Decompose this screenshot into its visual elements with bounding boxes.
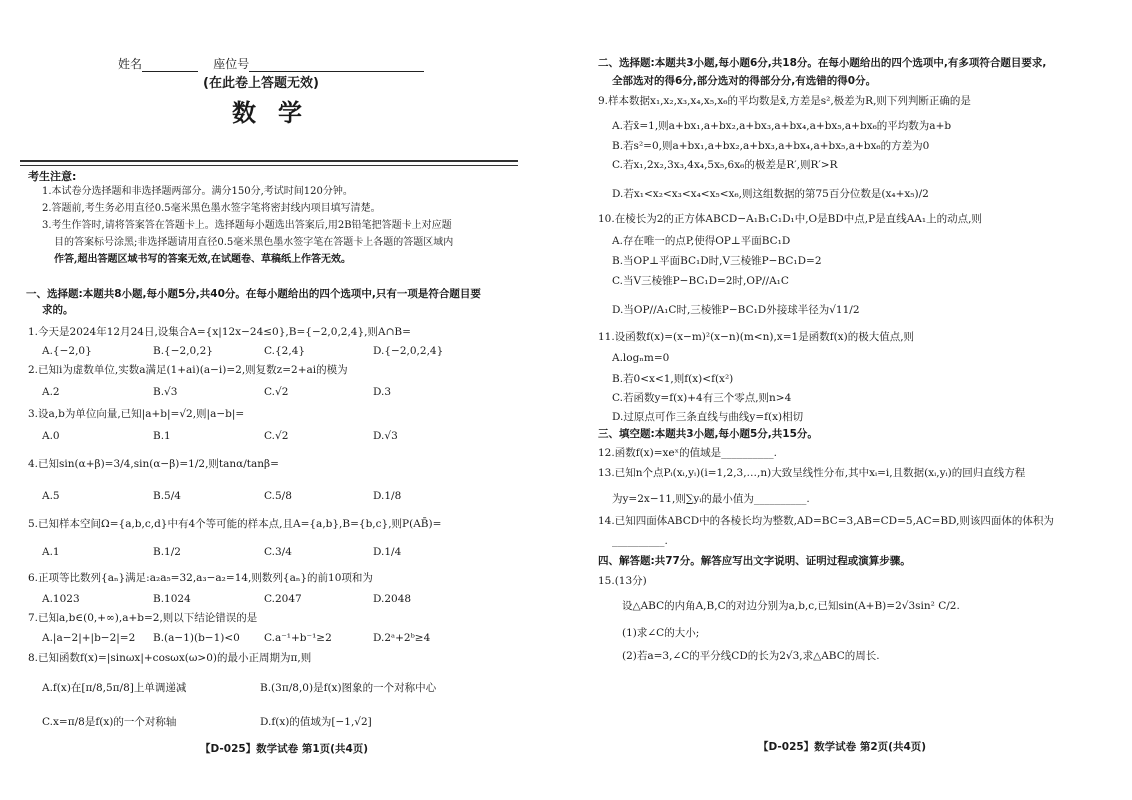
notice-item: 目的答案标号涂黑;非选择题请用直径0.5毫米黑色墨水签字笔在答题卡上各题的答题区域内 <box>54 237 454 248</box>
name-field <box>118 57 424 72</box>
question-11: 11.设函数f(x)=(x−m)²(x−n)(m<n),x=1是函数f(x)的极大值点,则 <box>598 331 915 343</box>
option-a: A.5 <box>42 490 60 502</box>
option-a: A.存在唯一的点P,使得OP⊥平面BC₁D <box>612 235 791 247</box>
option-b: B.√3 <box>153 386 178 398</box>
option-b: B.(3π/8,0)是f(x)图象的一个对称中心 <box>260 682 437 694</box>
option-b: B.(a−1)(b−1)<0 <box>153 632 240 644</box>
option-d: D.√3 <box>373 430 398 442</box>
option-b: B.{−2,0,2} <box>153 345 213 357</box>
question-15-head: 15.(13分) <box>598 575 647 587</box>
option-c: C.3/4 <box>264 546 292 558</box>
section2-title-cont: 全部选对的得6分,部分选对的得部分分,有选错的得0分。 <box>612 75 877 87</box>
notice-item: 作答,超出答题区域书写的答案无效,在试题卷、草稿纸上作答无效。 <box>54 254 351 265</box>
option-d: D.当OP//A₁C时,三棱锥P−BC₁D外接球半径为√11/2 <box>612 304 860 316</box>
option-c: C.a⁻¹+b⁻¹≥2 <box>264 632 332 644</box>
option-c: C.√2 <box>264 386 289 398</box>
option-d: D.若x₁<x₂<x₃<x₄<x₅<x₆,则这组数据的第75百分位数是(x₄+x₅)/2 <box>612 188 929 200</box>
option-a: A.logₙm=0 <box>612 352 670 364</box>
seat-blank[interactable] <box>249 58 424 72</box>
option-a: A.1 <box>42 546 60 558</box>
option-d: D.1/8 <box>373 490 402 502</box>
section1-title: 一、选择题:本题共8小题,每小题5分,共40分。在每小题给出的四个选项中,只有一项是符合题目要 <box>26 288 481 300</box>
name-blank[interactable] <box>142 58 198 72</box>
option-b: B.1 <box>153 430 171 442</box>
notice-item: 1.本试卷分选择题和非选择题两部分。满分150分,考试时间120分钟。 <box>42 186 353 197</box>
section4-title: 四、解答题:共77分。解答应写出文字说明、证明过程或演算步骤。 <box>598 555 911 567</box>
invalid-note: (在此卷上答题无效) <box>203 76 319 91</box>
option-c: C.2047 <box>264 593 302 605</box>
question-4: 4.已知sin(α+β)=3/4,sin(α−β)=1/2,则tanα/tanβ= <box>28 458 279 470</box>
question-7: 7.已知a,b∈(0,+∞),a+b=2,则以下结论错误的是 <box>28 612 258 624</box>
right-page <box>568 0 1128 800</box>
option-c: C.5/8 <box>264 490 292 502</box>
option-d: D.2ᵃ+2ᵇ≥4 <box>373 632 431 644</box>
seat-label: 座位号 <box>213 57 250 71</box>
subject-title: 数学 <box>232 98 324 127</box>
question-15-part2: (2)若a=3,∠C的平分线CD的长为2√3,求△ABC的周长. <box>622 650 880 662</box>
notice-item: 2.答题前,考生务必用直径0.5毫米黑色墨水签字笔将密封线内项目填写清楚。 <box>42 203 381 214</box>
option-b: B.1/2 <box>153 546 181 558</box>
question-3: 3.设a,b为单位向量,已知|a+b|=√2,则|a−b|= <box>28 408 245 420</box>
option-c: C.当V三棱锥P−BC₁D=2时,OP//A₁C <box>612 275 789 287</box>
name-label: 姓名 <box>118 57 143 71</box>
option-d: D.1/4 <box>373 546 402 558</box>
question-2: 2.已知i为虚数单位,实数a满足(1+ai)(a−i)=2,则复数z=2+ai的模为 <box>28 364 348 376</box>
question-12: 12.函数f(x)=xeˣ的值域是__________. <box>598 447 777 459</box>
option-c: C.{2,4} <box>264 345 306 357</box>
question-6: 6.正项等比数列{aₙ}满足:a₂a₅=32,a₃−a₂=14,则数列{aₙ}的前10项和为 <box>28 572 373 584</box>
section2-title: 二、选择题:本题共3小题,每小题6分,共18分。在每小题给出的四个选项中,有多项符合题目要求, <box>598 57 1047 69</box>
question-14-blank: __________. <box>612 535 668 547</box>
divider <box>20 160 518 162</box>
question-15-stem: 设△ABC的内角A,B,C的对边分别为a,b,c,已知sin(A+B)=2√3sin² C/2. <box>622 600 960 612</box>
question-13: 13.已知n个点Pᵢ(xᵢ,yᵢ)(i=1,2,3,…,n)大致呈线性分布,其中xᵢ=i,且数据(xᵢ,yᵢ)的回归直线方程 <box>598 467 1026 479</box>
option-c: C.x=π/8是f(x)的一个对称轴 <box>42 716 177 728</box>
question-8: 8.已知函数f(x)=|sinωx|+cosωx(ω>0)的最小正周期为π,则 <box>28 652 312 664</box>
option-c: C.√2 <box>264 430 289 442</box>
option-d: D.f(x)的值域为[−1,√2] <box>260 716 372 728</box>
option-d: D.3 <box>373 386 392 398</box>
option-b: B.1024 <box>153 593 191 605</box>
notice-item: 3.考生作答时,请将答案答在答题卡上。选择题每小题选出答案后,用2B铅笔把答题卡上对应题 <box>42 220 452 231</box>
option-c: C.若函数y=f(x)+4有三个零点,则n>4 <box>612 392 792 404</box>
option-a: A.|a−2|+|b−2|=2 <box>42 632 136 644</box>
option-d: D.{−2,0,2,4} <box>373 345 444 357</box>
section3-title: 三、填空题:本题共3小题,每小题5分,共15分。 <box>598 428 818 440</box>
divider <box>20 165 518 166</box>
option-b: B.5/4 <box>153 490 181 502</box>
page-footer: 【D-025】数学试卷 第1页(共4页) <box>200 743 369 755</box>
option-c: C.若x₁,2x₂,3x₃,4x₄,5x₅,6x₆的极差是R′,则R′>R <box>612 159 838 171</box>
option-b: B.若s²=0,则a+bx₁,a+bx₂,a+bx₃,a+bx₄,a+bx₅,a+bx₆的方差为0 <box>612 140 930 152</box>
question-14: 14.已知四面体ABCD中的各棱长均为整数,AD=BC=3,AB=CD=5,AC=BD,则该四面体的体积为 <box>598 515 1054 527</box>
question-15-part1: (1)求∠C的大小; <box>622 627 700 639</box>
option-d: D.2048 <box>373 593 412 605</box>
option-a: A.f(x)在[π/8,5π/8]上单调递减 <box>42 682 187 694</box>
option-b: B.若0<x<1,则f(x)<f(x²) <box>612 373 734 385</box>
notice-title: 考生注意: <box>28 170 77 183</box>
question-5: 5.已知样本空间Ω={a,b,c,d}中有4个等可能的样本点,且A={a,b},B={b,c},则P(AB̄)= <box>28 518 442 530</box>
question-13-cont: 为y=2x−11,则∑yᵢ的最小值为__________. <box>612 493 810 505</box>
option-a: A.1023 <box>42 593 80 605</box>
option-a: A.2 <box>42 386 60 398</box>
section1-title-cont: 求的。 <box>42 304 74 316</box>
page-footer: 【D-025】数学试卷 第2页(共4页) <box>758 741 927 753</box>
option-a: A.若x̄=1,则a+bx₁,a+bx₂,a+bx₃,a+bx₄,a+bx₅,a+bx₆的平均数为a+b <box>612 120 952 132</box>
option-b: B.当OP⊥平面BC₁D时,V三棱锥P−BC₁D=2 <box>612 255 822 267</box>
option-d: D.过原点可作三条直线与曲线y=f(x)相切 <box>612 411 804 423</box>
question-1: 1.今天是2024年12月24日,设集合A={x|12x−24≤0},B={−2,0,2,4},则A∩B= <box>28 326 411 338</box>
option-a: A.0 <box>42 430 60 442</box>
left-page <box>0 0 560 800</box>
question-10: 10.在棱长为2的正方体ABCD−A₁B₁C₁D₁中,O是BD中点,P是直线AA₁上的动点,则 <box>598 213 982 225</box>
option-a: A.{−2,0} <box>42 345 92 357</box>
question-9: 9.样本数据x₁,x₂,x₃,x₄,x₅,x₆的平均数是x̄,方差是s²,极差为R,则下列判断正确的是 <box>598 95 971 107</box>
